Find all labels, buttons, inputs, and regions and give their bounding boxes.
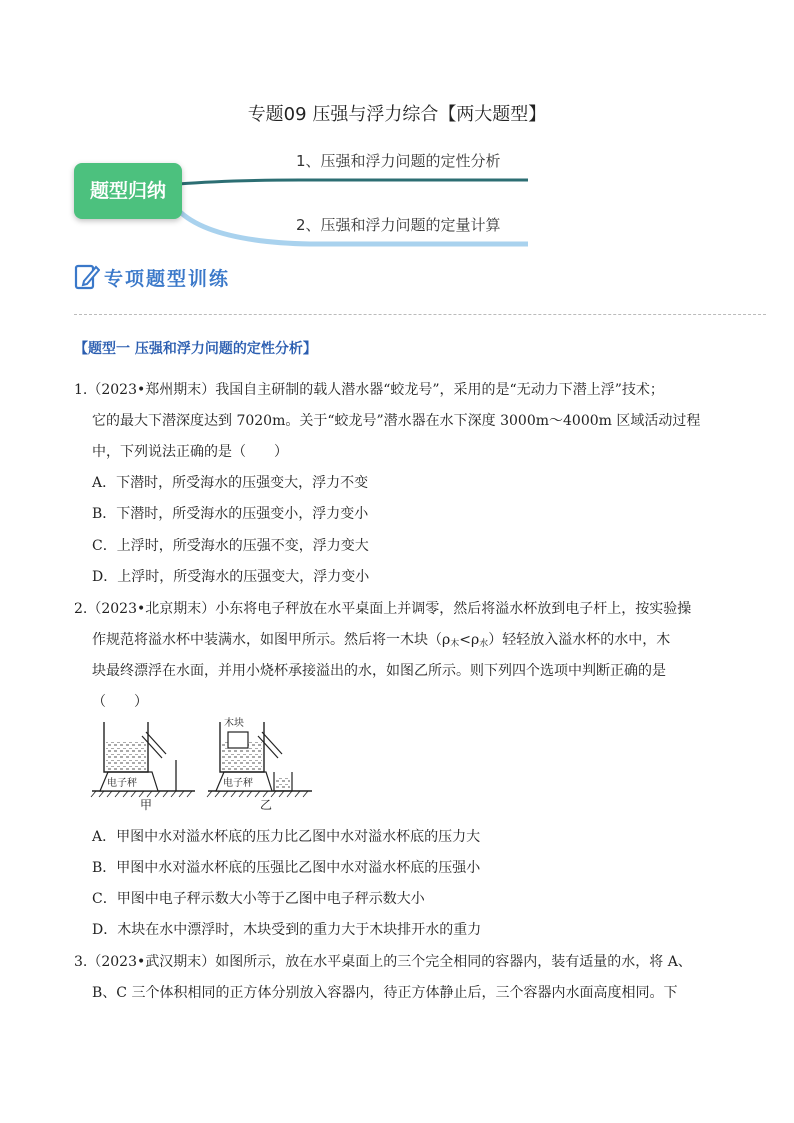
q2-option-a: A．甲图中水对溢水杯底的压力比乙图中水对溢水杯底的压力大 [92,829,481,845]
q2-option-d: D．木块在水中漂浮时，木块受到的重力大于木块排开水的重力 [92,922,482,938]
q2-option-c: C．甲图中电子秤示数大小等于乙图中电子秤示数大小 [92,891,425,907]
branch-item-1: 1、压强和浮力问题的定性分析 [296,152,501,170]
q3-line-1: 3.（2023•武汉期末）如图所示，放在水平桌面上的三个完全相同的容器内，装有适量的水，将 A、 [74,954,692,970]
q2-line-3: 块最终漂浮在水面，并用小烧杯承接溢出的水，如图乙所示。则下列四个选项中判断正确的是 [92,663,666,679]
q2-line-4: （ ） [92,694,148,710]
figure-right [207,716,312,812]
branch-item-2: 2、压强和浮力问题的定量计算 [296,216,501,234]
block-label: 木块 [224,718,244,729]
overflow-cup-figure [90,712,320,812]
q1-line-2: 它的最大下潜深度达到 7020m。关于“蛟龙号”潜水器在水下深度 3000m～4000m 区域活动过程 [92,413,701,429]
type-heading: 【题型一 压强和浮力问题的定性分析】 [74,341,317,357]
topic-badge: 题型归纳 [74,163,182,219]
page-title: 专题09 压强与浮力综合【两大题型】 [247,104,547,125]
q1-option-a: A．下潜时，所受海水的压强变大，浮力不变 [92,475,369,491]
q1-line-1: 1.（2023•郑州期末）我国自主研制的载人潜水器“蛟龙号”，采用的是“无动力下潜上浮”技术； [74,382,664,398]
q1-line-3: 中，下列说法正确的是（ ） [92,444,288,460]
scale-label-right: 电子秤 [223,778,253,789]
figure-left [91,722,195,812]
figure-caption-right: 乙 [260,798,273,812]
q3-line-2: B、C 三个体积相同的正方体分别放入容器内，待正方体静止后，三个容器内水面高度相同。下 [92,985,678,1001]
q2-option-b: B．甲图中水对溢水杯底的压强比乙图中水对溢水杯底的压强小 [92,860,481,876]
q1-option-d: D．上浮时，所受海水的压强变大，浮力变小 [92,569,370,585]
scale-label-left: 电子秤 [107,778,137,789]
branch-lines [170,170,540,250]
figure-caption-left: 甲 [140,798,153,812]
divider [74,314,766,315]
edit-icon [74,262,100,292]
q1-option-c: C．上浮时，所受海水的压强不变，浮力变大 [92,538,369,554]
q2-line-1: 2.（2023•北京期末）小东将电子秤放在水平桌面上并调零，然后将溢水杯放到电子杆上，按实验操 [74,601,692,617]
section-title: 专项题型训练 [104,268,231,290]
q1-option-b: B．下潜时，所受海水的压强变小，浮力变小 [92,506,369,522]
q2-line-2: 作规范将溢水杯中装满水，如图甲所示。然后将一木块$(\rho_木<\rho_水)$轻轻放入溢水杯的水中，木 [92,632,671,649]
